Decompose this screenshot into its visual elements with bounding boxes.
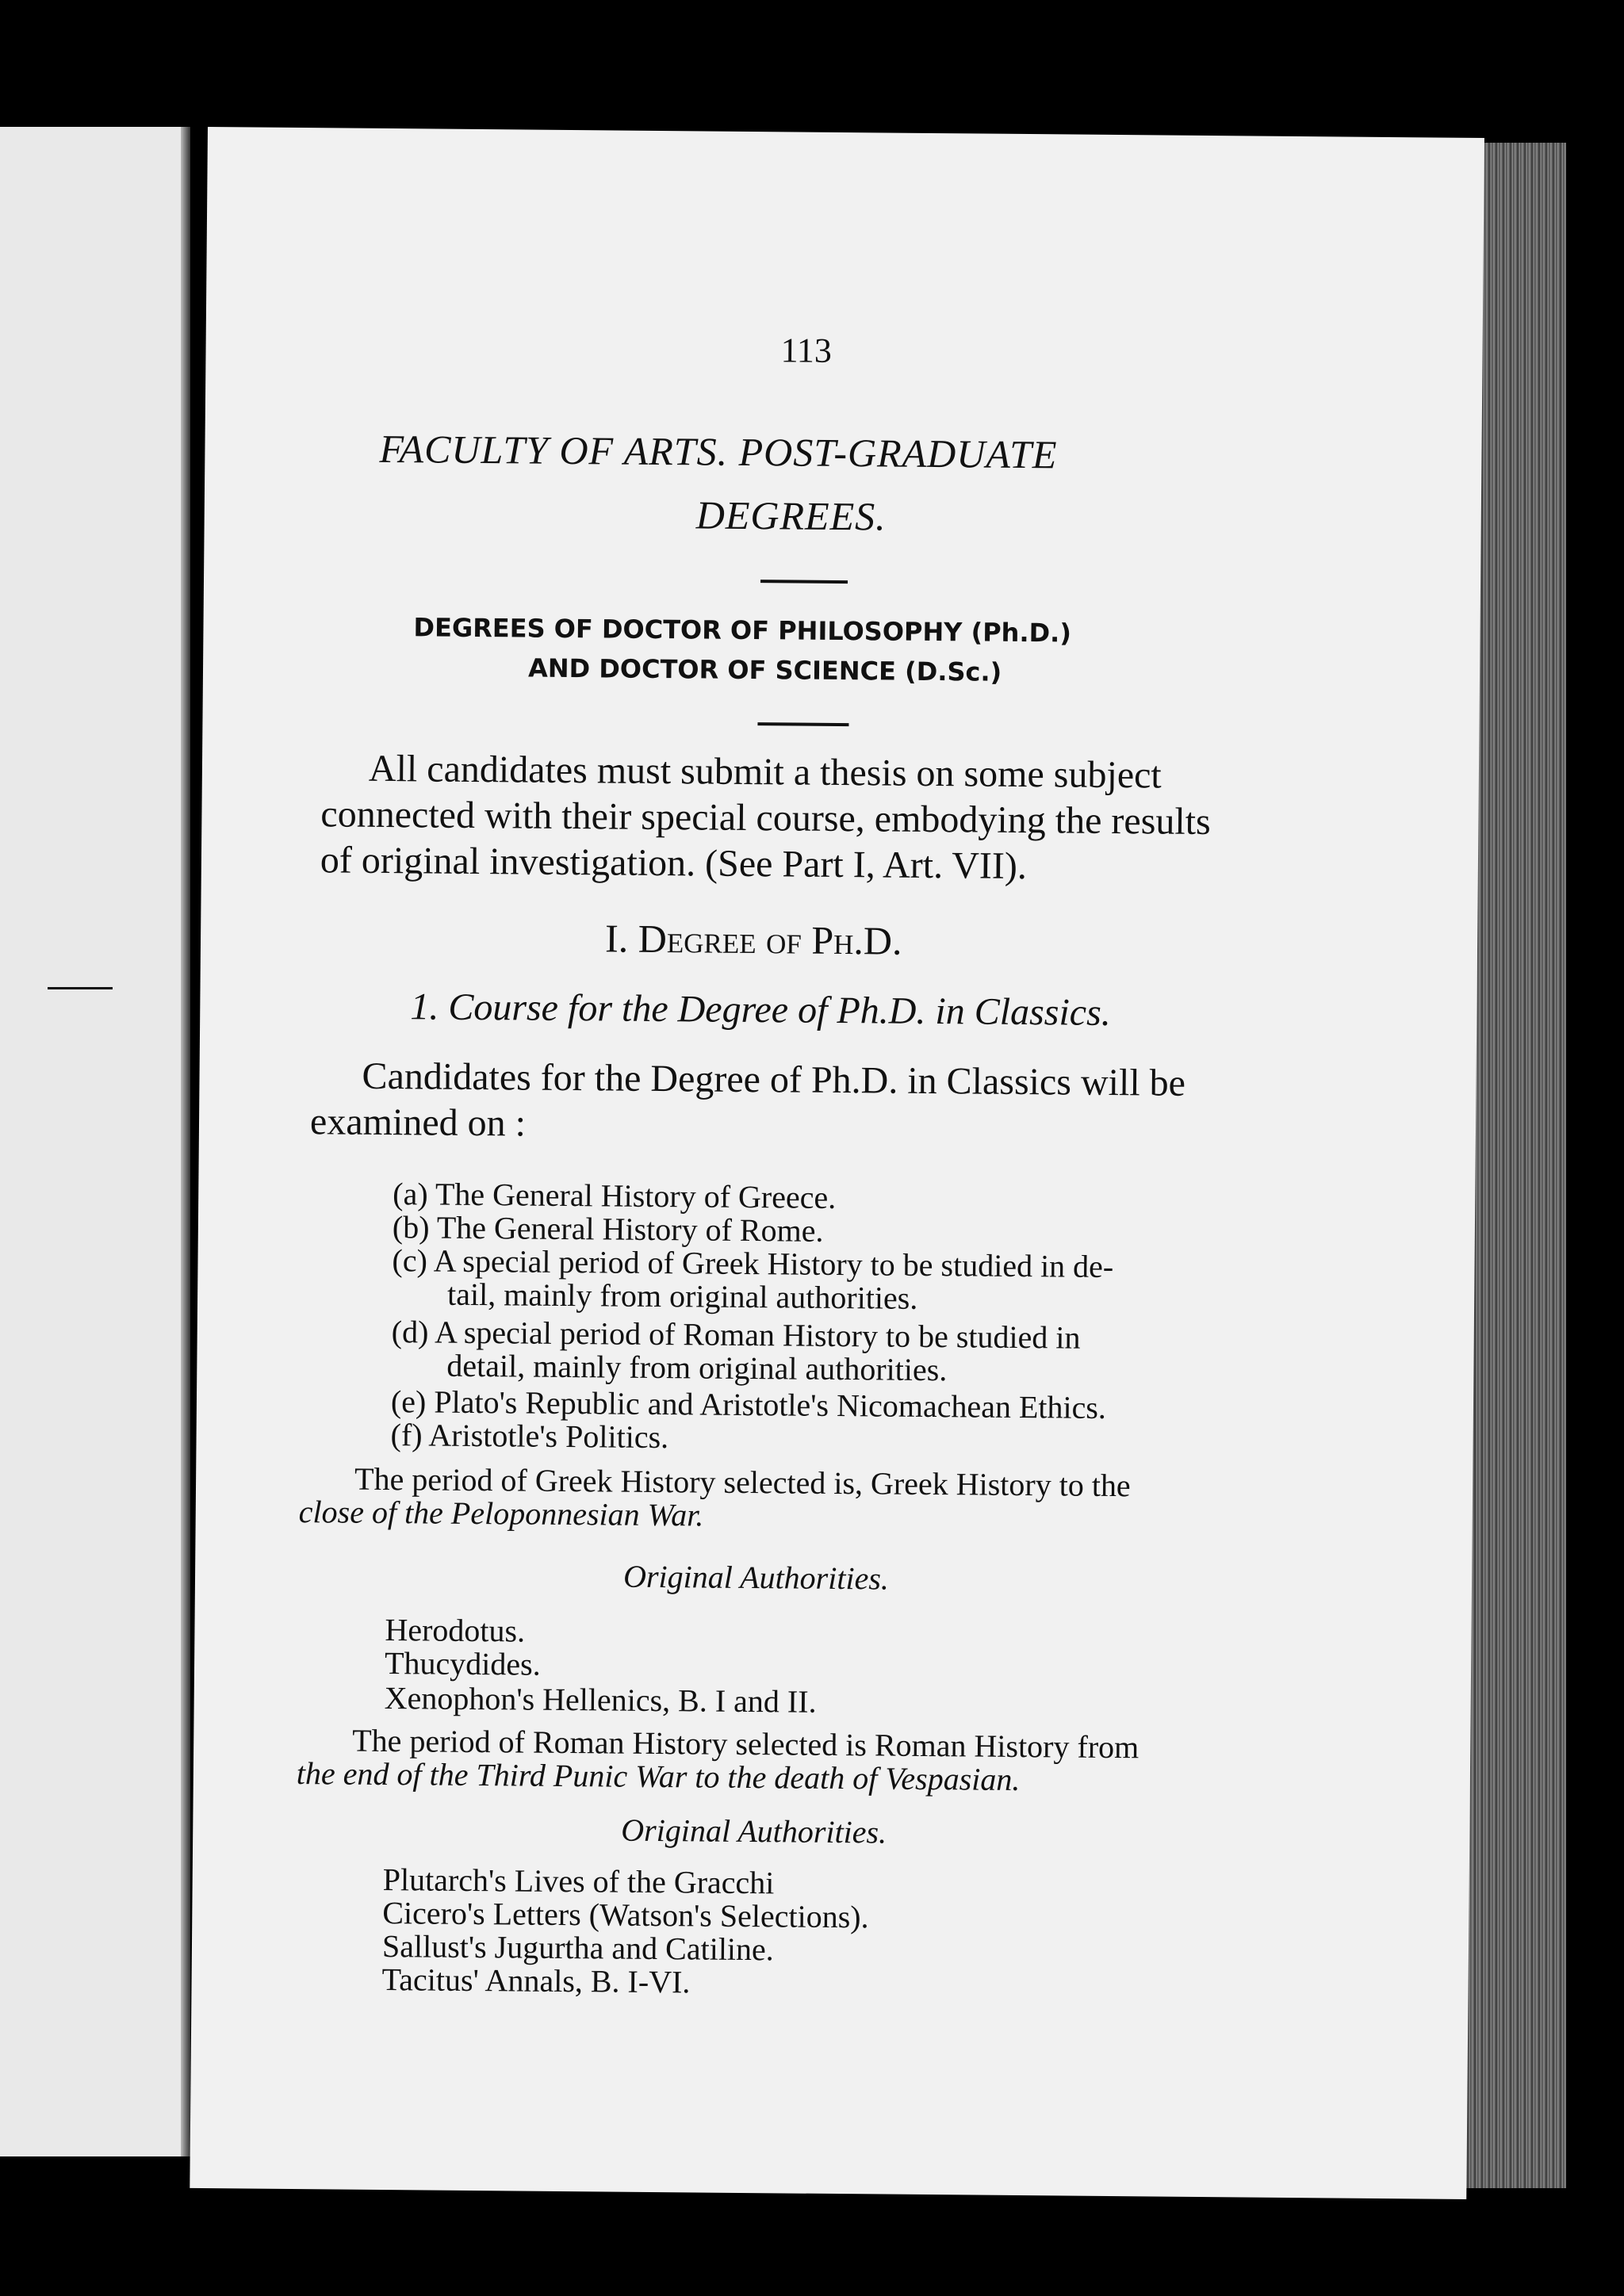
left-page (0, 127, 186, 2156)
section-title: I. Degree of Ph.D. (604, 916, 902, 963)
roman-period-line-2: the end of the Third Punic War to the death of Vespasian. (296, 1755, 1021, 1798)
roman-period-line-1: The period of Roman History selected is Roman History from (352, 1722, 1139, 1766)
greek-authority-2: Thucydides. (384, 1645, 541, 1682)
intro-line-1: All candidates must submit a thesis on some subject (368, 747, 1162, 797)
total-rule (48, 987, 113, 989)
exam-item-f: (f) Aristotle's Politics. (390, 1417, 669, 1456)
authorities-heading-1: Original Authorities. (622, 1558, 890, 1597)
exam-item-c: (c) A special period of Greek History to be studied in de- (392, 1242, 1114, 1285)
exam-item-b: (b) The General History of Rome. (392, 1209, 824, 1249)
exam-intro-line-2: examined on : (309, 1100, 527, 1145)
spine-shadow (181, 127, 190, 2156)
exam-item-d: (d) A special period of Roman History to be studied in (391, 1314, 1081, 1356)
intro-line-3: of original investigation. (See Part I, Art. VII). (320, 839, 1028, 888)
subheading-line-2: AND DOCTOR OF SCIENCE (D.Sc.) (527, 652, 1002, 687)
divider-1 (760, 580, 848, 584)
roman-authority-4: Tacitus' Annals, B. I-VI. (381, 1961, 691, 2000)
right-page (190, 127, 1484, 2199)
greek-authority-3: Xenophon's Hellenics, B. I and II. (384, 1680, 817, 1720)
greek-authority-1: Herodotus. (385, 1612, 526, 1649)
greek-period-line-2: close of the Peloponnesian War. (298, 1494, 704, 1533)
page-number: 113 (780, 331, 833, 370)
authorities-heading-2: Original Authorities. (621, 1812, 887, 1850)
greek-period-line-1: The period of Greek History selected is, Greek History to the (354, 1460, 1131, 1504)
intro-line-2: connected with their special course, embodying the results (320, 793, 1211, 844)
heading-line-2: DEGREES. (695, 492, 887, 539)
divider-2 (757, 722, 848, 726)
course-title: 1. Course for the Degree of Ph.D. in Classics. (410, 985, 1112, 1034)
exam-item-d-cont: detail, mainly from original authorities. (446, 1347, 948, 1388)
roman-authority-3: Sallust's Jugurtha and Catiline. (381, 1928, 774, 1968)
exam-item-a: (a) The General History of Greece. (393, 1176, 837, 1215)
roman-authority-2: Cicero's Letters (Watson's Selections). (382, 1895, 869, 1935)
exam-item-c-cont: tail, mainly from original authorities. (446, 1276, 918, 1316)
exam-item-e: (e) Plato's Republic and Aristotle's Nicomachean Ethics. (390, 1383, 1107, 1425)
heading-line-1: FACULTY OF ARTS. POST-GRADUATE (379, 426, 1058, 477)
roman-authority-1: Plutarch's Lives of the Gracchi (382, 1862, 775, 1901)
exam-intro-line-1: Candidates for the Degree of Ph.D. in Classics will be (362, 1054, 1186, 1104)
subheading-line-1: DEGREES OF DOCTOR OF PHILOSOPHY (Ph.D.) (413, 612, 1072, 649)
